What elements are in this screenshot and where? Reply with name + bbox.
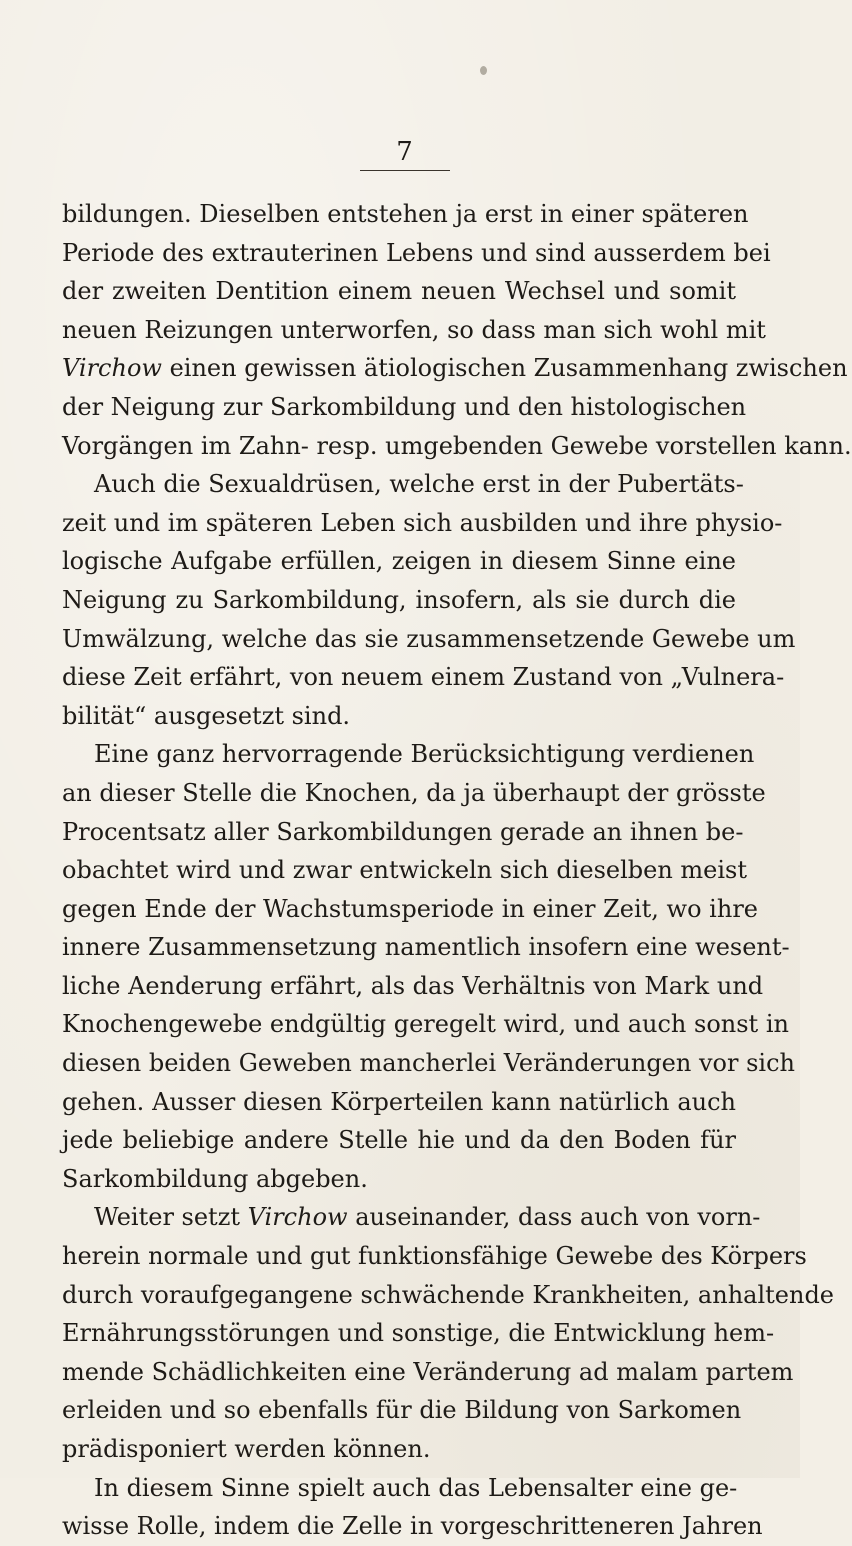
- text-line: [62, 388, 747, 427]
- text-line: [62, 542, 736, 581]
- line-text: mende Schädlichkeiten eine Veränderung ad malam partem: [62, 1357, 794, 1386]
- text-line: [62, 1083, 736, 1122]
- text-line: [62, 735, 755, 774]
- text-line: [62, 272, 736, 311]
- line-text: Weiter setzt: [94, 1203, 248, 1232]
- line-text: diesen beiden Geweben mancherlei Veränderungen vor sich: [62, 1049, 795, 1078]
- text-line: [62, 1507, 763, 1546]
- line-text: an dieser Stelle die Knochen, da ja überhaupt der grösste: [62, 778, 766, 807]
- text-line: [62, 1353, 794, 1392]
- text-line: [62, 1198, 761, 1237]
- line-text: logische Aufgabe erfüllen, zeigen in diesem Sinne eine: [62, 547, 736, 576]
- line-text: In diesem Sinne spielt auch das Lebensalter eine ge-: [94, 1473, 738, 1502]
- line-text: Periode des extrauterinen Lebens und sind ausserdem bei: [62, 238, 771, 267]
- text-line: [62, 311, 766, 350]
- line-text: gehen. Ausser diesen Körperteilen kann natürlich auch: [62, 1087, 736, 1116]
- line-text: jede beliebige andere Stelle hie und da den Boden für: [62, 1126, 736, 1155]
- text-line: [62, 195, 749, 234]
- text-line: [62, 1276, 835, 1315]
- text-line: [62, 504, 783, 543]
- text-line: [62, 1314, 775, 1353]
- line-text: Knochengewebe endgültig geregelt wird, und auch sonst in: [62, 1010, 789, 1039]
- line-text: bilität“ ausgesetzt sind.: [62, 701, 351, 730]
- text-line: [62, 1121, 736, 1160]
- text-line: [62, 1005, 789, 1044]
- text-line: [62, 890, 758, 929]
- line-text: gegen Ende der Wachstumsperiode in einer Zeit, wo ihre: [62, 894, 758, 923]
- line-text: Auch die Sexualdrüsen, welche erst in der Pubertäts-: [94, 470, 744, 499]
- line-text: der Neigung zur Sarkombildung und den histologischen: [62, 392, 747, 421]
- line-text: wisse Rolle, indem die Zelle in vorgeschritteneren Jahren: [62, 1512, 763, 1541]
- line-text: obachtet wird und zwar entwickeln sich dieselben meist: [62, 856, 748, 885]
- text-line: [62, 620, 796, 659]
- line-text: Ernährungsstörungen und sonstige, die Entwicklung hem-: [62, 1319, 775, 1348]
- text-line: [62, 1160, 736, 1199]
- line-text: Sarkombildung abgeben.: [62, 1164, 368, 1193]
- text-line: [62, 1430, 736, 1469]
- text-line: [62, 851, 748, 890]
- text-line: [62, 581, 736, 620]
- line-text: Vorgängen im Zahn- resp. umgebenden Gewebe vorstellen kann.: [62, 431, 852, 460]
- line-text: innere Zusammensetzung namentlich insofern eine wesent-: [62, 933, 790, 962]
- line-text: liche Aenderung erfährt, als das Verhältnis von Mark und: [62, 971, 764, 1000]
- text-line: [62, 1044, 795, 1083]
- body-text: [62, 195, 852, 1546]
- text-line: [62, 928, 790, 967]
- italic-name: Virchow: [62, 354, 162, 383]
- line-text-continued: einen gewissen ätiologischen Zusammenhang zwischen: [161, 354, 848, 383]
- text-line: [62, 349, 848, 388]
- line-text-continued: auseinander, dass auch von vorn-: [347, 1203, 761, 1232]
- line-text: bildungen. Dieselben entstehen ja erst in einer späteren: [62, 200, 749, 228]
- line-text: diese Zeit erfährt, von neuem einem Zustand von „Vulnera-: [62, 663, 785, 692]
- line-text: Eine ganz hervorragende Berücksichtigung verdienen: [94, 740, 755, 769]
- text-line: [62, 697, 736, 736]
- page-number: 7: [360, 136, 450, 171]
- text-line: [62, 1391, 742, 1430]
- line-text: Neigung zu Sarkombildung, insofern, als sie durch die: [62, 585, 736, 614]
- line-text: Umwälzung, welche das sie zusammensetzende Gewebe um: [62, 624, 796, 653]
- line-text: zeit und im späteren Leben sich ausbilden und ihre physio-: [62, 508, 783, 537]
- text-line: [62, 465, 744, 504]
- text-line: [62, 967, 764, 1006]
- line-text: neuen Reizungen unterworfen, so dass man sich wohl mit: [62, 315, 766, 344]
- line-text: durch voraufgegangene schwächende Krankheiten, anhaltende: [62, 1280, 835, 1309]
- line-text: herein normale und gut funktionsfähige Gewebe des Körpers: [62, 1242, 807, 1271]
- italic-name: Virchow: [247, 1203, 348, 1232]
- line-text: erleiden und so ebenfalls für die Bildung von Sarkomen: [62, 1396, 742, 1425]
- text-line: [62, 813, 744, 852]
- line-text: der zweiten Dentition einem neuen Wechsel und somit: [62, 277, 736, 306]
- line-text: Procentsatz aller Sarkombildungen gerade an ihnen be-: [62, 817, 744, 846]
- text-line: [62, 658, 785, 697]
- text-line: [62, 234, 771, 273]
- text-line: [62, 774, 766, 813]
- print-speck: [480, 66, 487, 75]
- text-line: [62, 1237, 807, 1276]
- text-line: [62, 427, 852, 466]
- line-text: prädisponiert werden können.: [62, 1435, 431, 1463]
- text-line: [62, 1469, 736, 1508]
